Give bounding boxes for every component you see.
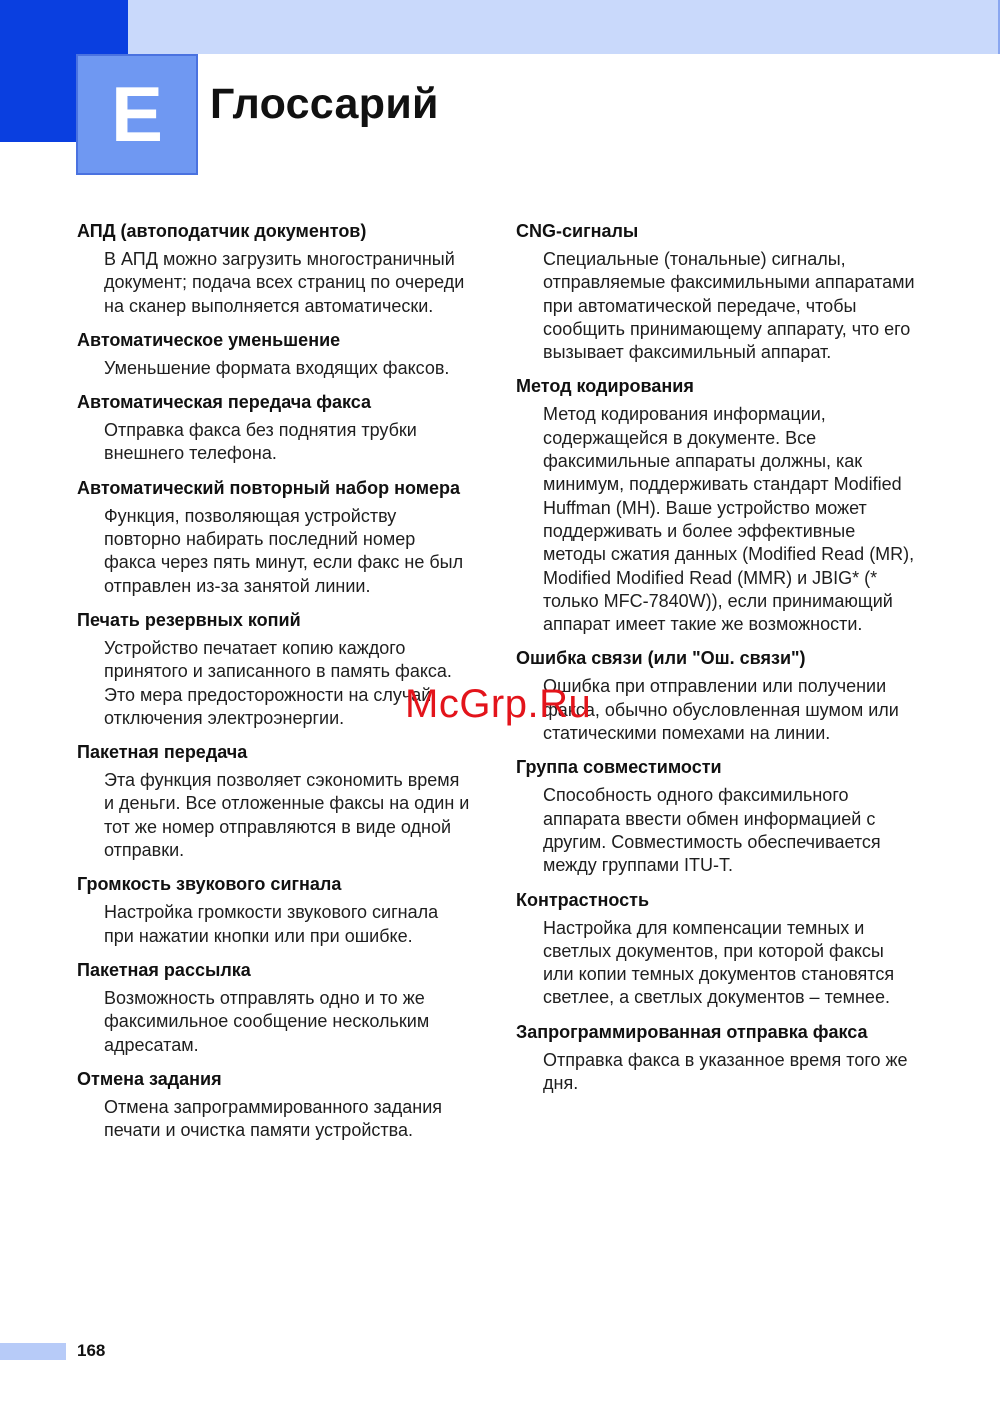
glossary-definition: Функция, позволяющая устройству повторно набирать последний номер факса через пять минут, если факс не был отправлен из-за занятой линии. [104,505,464,596]
glossary-entry [77,959,472,1057]
glossary-definition: Специальные (тональные) сигналы, отправляемые факсимильными аппаратами при автоматической передаче, чтобы сообщить принимающему аппарату, что его вызывает факсимильный аппарат. [543,249,915,363]
glossary-definition: Ошибка при отправлении или получении факса, обычно обусловленная шумом или статическими помехами на линии. [543,676,899,744]
watermark: McGrp.Ru [405,682,592,726]
glossary-definition: Отправка факса без поднятия трубки внешнего телефона. [104,420,417,464]
glossary-term: CNG-сигналы [516,221,639,241]
glossary-definition: Отмена запрограммированного задания печати и очистка памяти устройства. [104,1096,442,1141]
chapter-letter-box [76,54,198,175]
glossary-term: Ошибка связи (или "Ош. связи") [516,648,806,669]
glossary-entry [77,391,472,466]
glossary-right-column [516,220,916,1106]
glossary-term: Группа совместимости [516,757,722,778]
glossary-term: Отмена задания [77,1068,222,1089]
glossary-term: Пакетная рассылка [77,959,251,980]
page-number: 168 [77,1341,106,1360]
chapter-letter: E [110,70,164,158]
footer-accent-bar [0,1343,66,1360]
glossary-entry [77,873,472,948]
glossary-term: Автоматическая передача факса [77,392,372,413]
glossary-term: Печать резервных копий [77,609,301,630]
glossary-term: АПД (автоподатчик документов) [77,221,367,241]
glossary-entry [516,220,916,364]
glossary-entry [516,1021,916,1096]
glossary-term: Автоматический повторный набор номера [77,477,461,498]
glossary-entry [77,477,472,598]
glossary-term: Пакетная передача [77,742,248,763]
glossary-definition: Отправка факса в указанное время того же дня. [543,1049,908,1094]
glossary-term: Автоматическое уменьшение [77,329,341,350]
glossary-entry [516,756,916,877]
glossary-definition: Эта функция позволяет сэкономить время и деньги. Все отложенные факсы на один и тот же номер отправляются в виде одной отправки. [104,770,470,861]
glossary-term: Метод кодирования [516,376,694,397]
glossary-term: Запрограммированная отправка факса [516,1021,868,1042]
glossary-definition: Уменьшение формата входящих факсов. [104,357,450,378]
glossary-entry [77,1068,472,1143]
glossary-entry [516,889,916,1010]
glossary-entry [77,220,472,318]
glossary-definition: Настройка громкости звукового сигнала при нажатии кнопки или при ошибке. [104,902,439,946]
glossary-definition: В АПД можно загрузить многостраничный документ; подача всех страниц по очереди на сканер выполняется автоматически. [104,249,465,316]
header-band [128,0,1000,54]
page-title: Глоссарий [210,80,439,128]
glossary-definition: Метод кодирования информации, содержащейся в документе. Все факсимильные аппараты должны, как минимум, поддерживать стандарт Modified Huffman (MH). Ваше устройство может поддерживать и более эффективные методы сжатия данных (Modified Read (MR), Modified Modified Read (MMR) и JBIG* (* только MFC-7840W)), если принимающий аппарат имеет такие же возможности. [543,404,915,635]
glossary-entry [516,375,916,636]
glossary-definition: Устройство печатает копию каждого принятого и записанного в память факса. Это мера предосторожности на случай отключения электроэнергии. [104,637,452,728]
glossary-definition: Способность одного факсимильного аппарата ввести обмен информацией с другим. Совместимость обеспечивается между группами ITU-T. [543,785,881,876]
glossary-term: Громкость звукового сигнала [77,874,342,895]
glossary-entry [77,329,472,380]
glossary-entry [77,741,472,862]
glossary-definition: Возможность отправлять одно и то же факсимильное сообщение нескольким адресатам. [104,987,430,1055]
glossary-term: Контрастность [516,889,650,910]
glossary-definition: Настройка для компенсации темных и светлых документов, при которой факсы или копии темных документов становятся светлее, а светлых документов – темнее. [543,917,895,1008]
